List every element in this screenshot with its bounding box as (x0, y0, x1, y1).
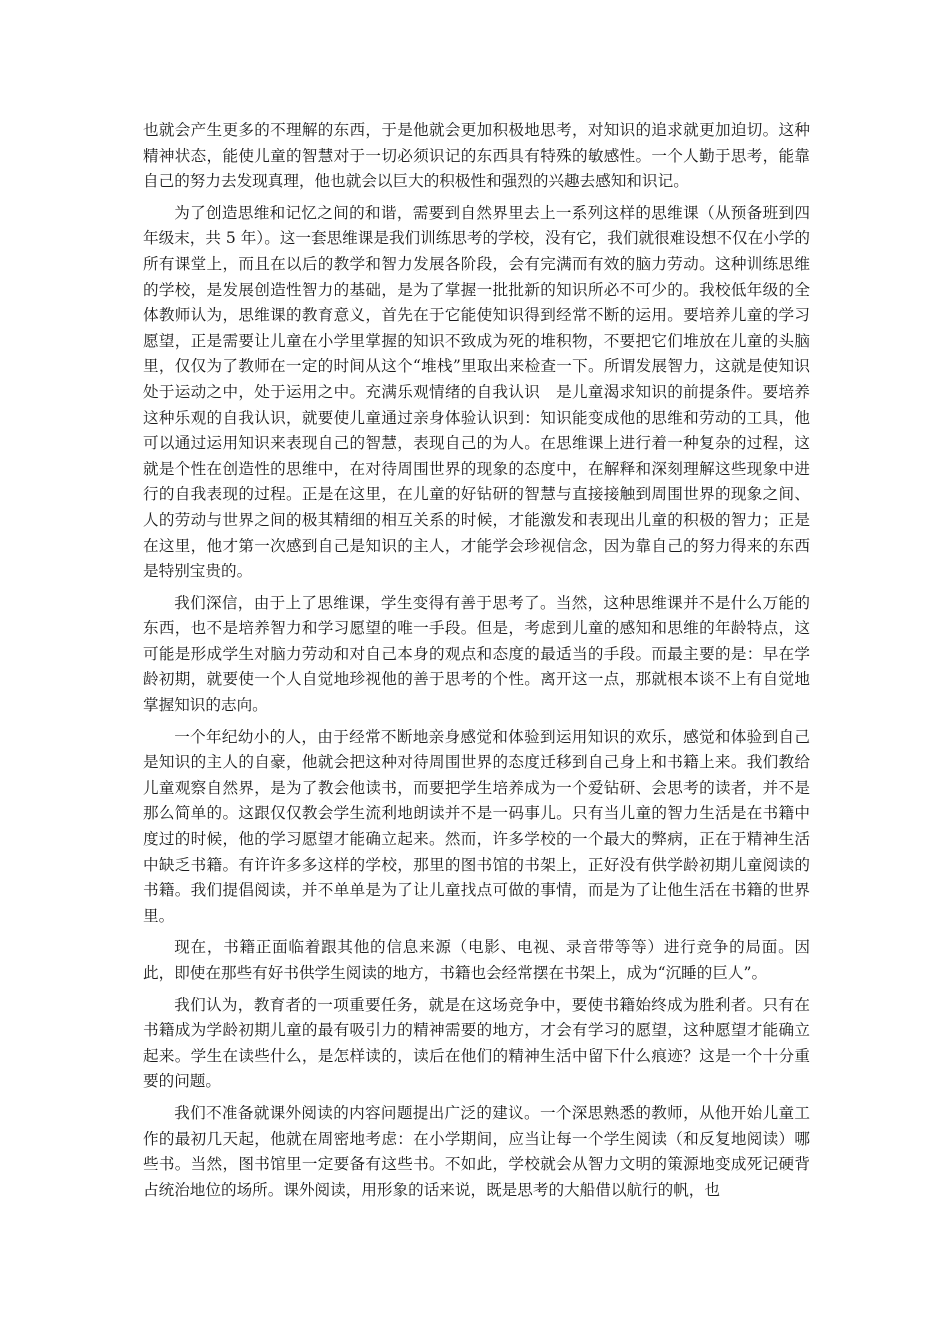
paragraph-1: 也就会产生更多的不理解的东西，于是他就会更加积极地思考，对知识的追求就更加迫切。这种精神状态，能使儿童的智慧对于一切必须识记的东西具有特殊的敏感性。一个人勤于思考，能靠自己的努力去发现真理，他也就会以巨大的积极性和强烈的兴趣去感知和识记。 (143, 121, 810, 191)
paragraph-2: 为了创造思维和记忆之间的和谐，需要到自然界里去上一系列这样的思维课（从预备班到四年级末，共 5 年）。这一套思维课是我们训练思考的学校，没有它，我们就很难设想不仅在小学的所有课堂上，而且在以后的教学和智力发展各阶段，会有完满而有效的脑力劳动。这种训练思维的学校，是发展创造性智力的基础，是为了掌握一批批新的知识所必不可少的。我校低年级的全体教师认为，思维课的教育意义，首先在于它能使知识得到经常不断的运用。要培养儿童的学习愿望，正是需要让儿童在小学里掌握的知识不致成为死的堆积物，不要把它们堆放在儿童的头脑里，仅仅为了教师在一定的时间从这个“堆栈”里取出来检查一下。所谓发展智力，这就是使知识处于运动之中，处于运用之中。充满乐观情绪的自我认识 是儿童渴求知识的前提条件。要培养这种乐观的自我认识，就要使儿童通过亲身体验认识到：知识能变成他的思维和劳动的工具，他可以通过运用知识来表现自己的智慧，表现自己的为人。在思维课上进行着一种复杂的过程，这就是个性在创造性的思维中，在对待周围世界的现象的态度中，在解释和深刻理解这些现象中进行的自我表现的过程。正是在这里，在儿童的好钻研的智慧与直接接触到周围世界的现象之间、人的劳动与世界之间的极其精细的相互关系的时候，才能激发和表现出儿童的积极的智力；正是在这里，他才第一次感到自己是知识的主人，才能学会珍视信念，因为靠自己的努力得来的东西是特别宝贵的。 (143, 203, 810, 581)
paragraph-4: 一个年纪幼小的人，由于经常不断地亲身感觉和体验到运用知识的欢乐，感觉和体验到自己是知识的主人的自豪，他就会把这种对待周围世界的态度迁移到自己身上和书籍上来。我们教给儿童观察自然界，是为了教会他读书，而要把学生培养成为一个爱钻研、会思考的读者，并不是那么简单的。这跟仅仅教会学生流利地朗读并不是一码事儿。只有当儿童的智力生活是在书籍中度过的时候，他的学习愿望才能确立起来。然而，许多学校的一个最大的弊病，正在于精神生活中缺乏书籍。有许许多多这样的学校，那里的图书馆的书架上，正好没有供学龄初期儿童阅读的书籍。我们提倡阅读，并不单单是为了让儿童找点可做的事情，而是为了让他生活在书籍的世界里。 (143, 727, 810, 925)
paragraph-6: 我们认为，教育者的一项重要任务，就是在这场竞争中，要使书籍始终成为胜利者。只有在书籍成为学龄初期儿童的最有吸引力的精神需要的地方，才会有学习的愿望，这种愿望才能确立起来。学生在读些什么，是怎样读的，读后在他们的精神生活中留下什么痕迹？这是一个十分重要的问题。 (143, 995, 810, 1091)
paragraph-5: 现在，书籍正面临着跟其他的信息来源（电影、电视、录音带等等）进行竞争的局面。因此，即使在那些有好书供学生阅读的地方，书籍也会经常摆在书架上，成为“沉睡的巨人”。 (143, 938, 810, 982)
paragraph-7: 我们不准备就课外阅读的内容问题提出广泛的建议。一个深思熟悉的教师，从他开始儿童工作的最初几天起，他就在周密地考虑：在小学期间，应当让每一个学生阅读（和反复地阅读）哪些书。当然，图书馆里一定要备有这些书。不如此，学校就会从智力文明的策源地变成死记硬背占统治地位的场所。课外阅读，用形象的话来说，既是思考的大船借以航行的帆，也 (143, 1103, 810, 1199)
document-body (143, 118, 810, 1209)
paragraph-3: 我们深信，由于上了思维课，学生变得有善于思考了。当然，这种思维课并不是什么万能的东西，也不是培养智力和学习愿望的唯一手段。但是，考虑到儿童的感知和思维的年龄特点，这可能是形成学生对脑力劳动和对自己本身的观点和态度的最适当的手段。而最主要的是：早在学龄初期，就要使一个人自觉地珍视他的善于思考的个性。离开这一点，那就根本谈不上有自觉地掌握知识的志向。 (143, 593, 810, 715)
